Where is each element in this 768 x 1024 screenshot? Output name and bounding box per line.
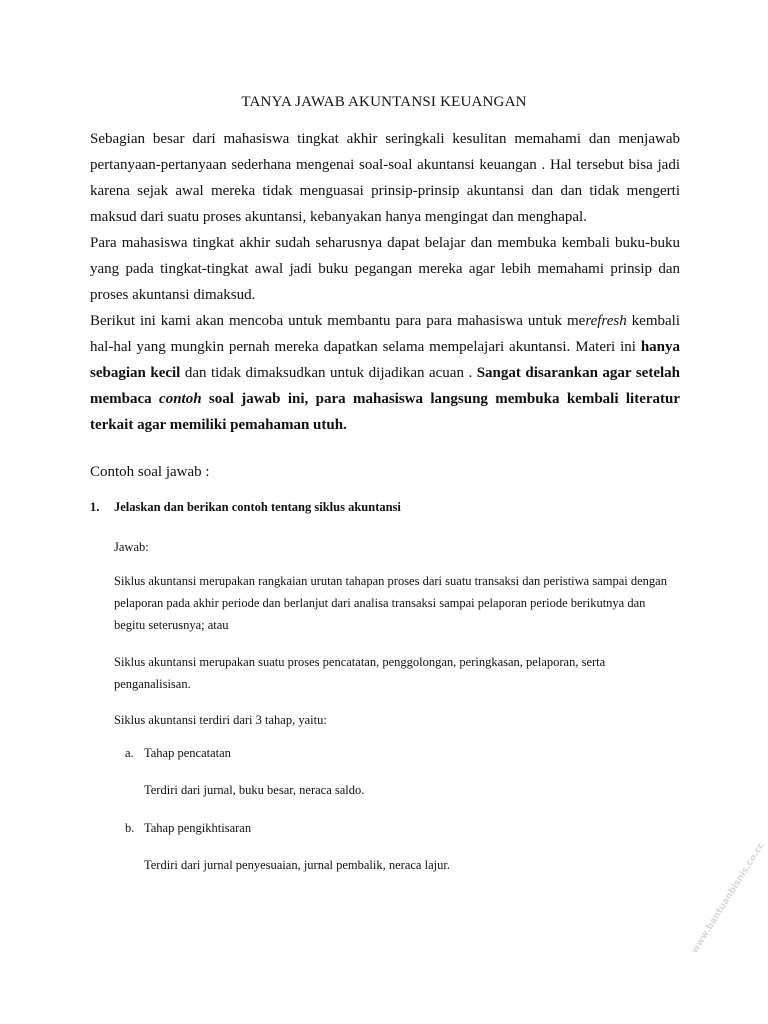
jawab-label: Jawab: [114, 540, 149, 554]
intro-p3-text-1: Berikut ini kami akan mencoba untuk membantu para para mahasiswa untuk me [90, 313, 586, 329]
contoh-label: Contoh soal jawab : [90, 464, 210, 480]
intro-p3-bold-italic-contoh: contoh [159, 391, 202, 407]
intro-p3-text-3: dan tidak dimaksudkan untuk dijadikan acuan . [180, 365, 477, 381]
step-b-title: Tahap pengikhtisaran [144, 821, 252, 835]
intro-p3-italic-refresh: refresh [585, 313, 627, 329]
intro-paragraph-2: Para mahasiswa tingkat akhir sudah seharusnya dapat belajar dan membuka kembali buku-buku yang pada tingkat-tingkat awal jadi buku pegangan mereka agar lebih memahami prinsip dan proses akuntansi dimaksud. [90, 235, 680, 303]
answer-paragraph-3: Siklus akuntansi terdiri dari 3 tahap, yaitu: [114, 713, 327, 727]
intro-p3-text-2: kembali hal-hal yang mungkin pernah mereka dapatkan selama mempelajari akuntansi. Materi ini [90, 313, 680, 355]
question-1 [90, 500, 401, 515]
intro-paragraph-1: Sebagian besar dari mahasiswa tingkat akhir seringkali kesulitan memahami dan menjawab pertanyaan-pertanyaan sederhana mengenai soal-soal akuntansi keuangan . Hal tersebut bisa jadi karena sejak awal mereka tidak menguasai prinsip-prinsip akuntansi dan dan tidak mengerti maksud dari suatu proses akuntansi, kebanyakan hanya mengingat dan menghapal. [90, 131, 680, 225]
watermark: www.bantuanbisnis.co.cc [690, 840, 767, 956]
answer-paragraph-2: Siklus akuntansi merupakan suatu proses pencatatan, penggolongan, peringkasan, pelaporan, serta penganalisisan. [114, 655, 606, 691]
intro-p3-bold-3: soal jawab ini, para mahasiswa langsung membuka kembali literatur terkait agar memiliki pemahaman utuh. [90, 391, 680, 433]
step-b-desc: Terdiri dari jurnal penyesuaian, jurnal pembalik, neraca lajur. [144, 858, 450, 872]
step-a [125, 746, 231, 761]
step-b-letter: b. [125, 821, 135, 835]
intro-p3-bold-2: Sangat disarankan agar setelah membaca [90, 365, 680, 407]
intro-body [90, 126, 680, 438]
intro-paragraph-3 [90, 308, 680, 438]
document-title: TANYA JAWAB AKUNTANSI KEUANGAN [241, 94, 527, 110]
question-1-text: Jelaskan dan berikan contoh tentang siklus akuntansi [114, 500, 401, 514]
question-1-number: 1. [90, 500, 100, 514]
step-a-desc: Terdiri dari jurnal, buku besar, neraca saldo. [144, 783, 365, 797]
step-b [125, 821, 251, 836]
intro-p3-bold-1: hanya sebagian kecil [90, 339, 680, 381]
step-a-title: Tahap pencatatan [144, 746, 231, 760]
step-a-letter: a. [125, 746, 134, 760]
answer-paragraph-1: Siklus akuntansi merupakan rangkaian urutan tahapan proses dari suatu transaksi dan peristiwa sampai dengan pelaporan pada akhir periode dan berlanjut dari analisa transaksi sampai pelaporan periode berikutnya dan begitu seterusnya; atau [114, 574, 667, 632]
